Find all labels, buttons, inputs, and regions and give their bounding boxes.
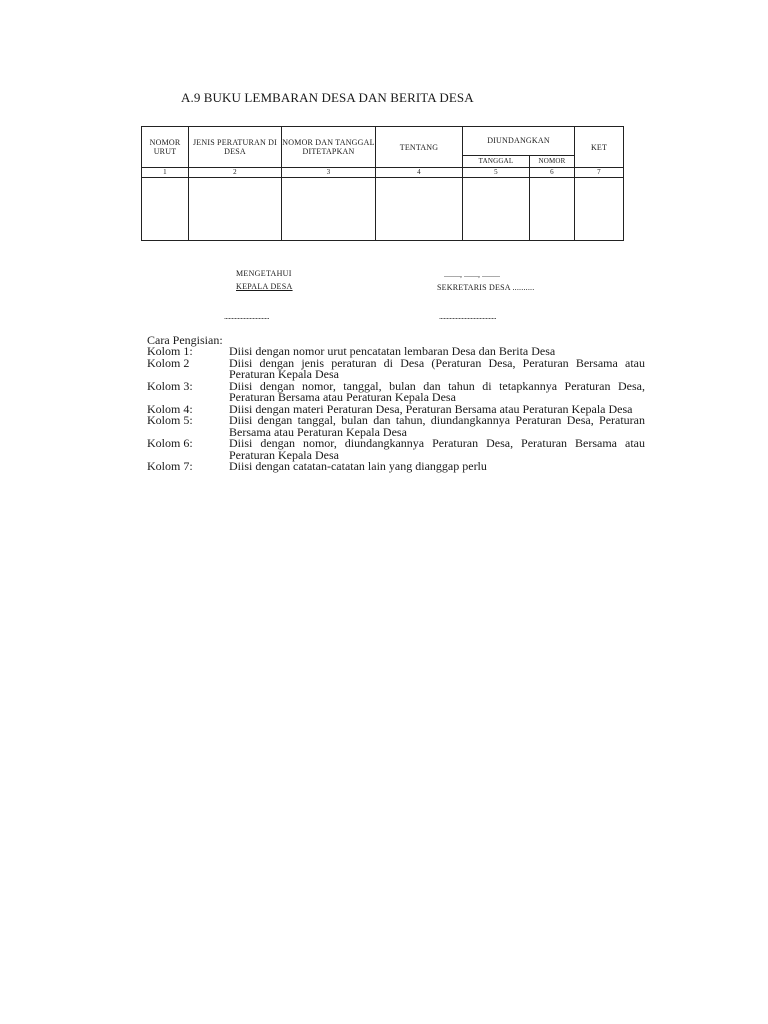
column-number: 5 [463,168,530,178]
instruction-text: Diisi dengan nomor, diundangkannya Peraturan Desa, Peraturan Bersama atau Peraturan Kepala Desa [229,436,645,462]
table-cell [142,178,189,241]
instruction-key: Kolom 2 [147,355,190,370]
instruction-text: Diisi dengan nomor, tanggal, bulan dan tahun di tetapkannya Peraturan Desa, Peraturan Bersama atau Peraturan Kepala Desa [229,378,645,404]
table-cell [282,178,376,241]
list-item [147,355,645,381]
table-cell [189,178,282,241]
signature-right-name-line: ...................................... [439,312,496,321]
table-cell [376,178,463,241]
instruction-key: Kolom 4: [147,401,193,416]
column-number: 3 [282,168,376,178]
document-title: A.9 BUKU LEMBARAN DESA DAN BERITA DESA [181,90,474,105]
signature-right-role: SEKRETARIS DESA .......... [437,283,535,292]
table-row [142,178,624,241]
instruction-key: Kolom 6: [147,436,193,450]
instruction-text: Diisi dengan nomor urut pencatatan lembaran Desa dan Berita Desa [229,344,556,358]
signature-left-label: MENGETAHUI [236,269,292,278]
table-cell [463,178,530,241]
list-item [147,438,645,461]
instruction-key: Kolom 1: [147,344,193,358]
column-number: 1 [142,168,189,178]
header-nomor: NOMOR [530,155,575,167]
instruction-key: Kolom 5: [147,413,193,427]
header-tentang: TENTANG [376,127,463,168]
instruction-text: Diisi dengan materi Peraturan Desa, Peraturan Bersama atau Peraturan Kepala Desa [229,401,633,416]
register-table [141,126,624,241]
instruction-text: Diisi dengan catatan-catatan lain yang dianggap perlu [229,459,487,473]
header-nomor-tanggal: NOMOR DAN TANGGAL DITETAPKAN [282,127,376,168]
instruction-key: Kolom 7: [147,459,193,473]
list-item [147,461,645,473]
header-nomor-urut: NOMOR URUT [142,127,189,168]
header-tanggal: TANGGAL [463,155,530,167]
signature-left-role: KEPALA DESA [236,282,293,291]
instruction-text: Diisi dengan tanggal, bulan dan tahun, diundangkannya Peraturan Desa, Peraturan Bersama atau Peraturan Kepala Desa [229,413,645,439]
instructions-list [147,346,645,473]
instruction-key: Kolom 3: [147,378,193,393]
instructions-heading: Cara Pengisian: [147,333,223,347]
column-number: 2 [189,168,282,178]
list-item [147,415,645,438]
table-cell [530,178,575,241]
column-number: 4 [376,168,463,178]
header-ket: KET [575,127,624,168]
signature-date-placeholder: ........, ......., ......... [444,270,500,279]
header-jenis-peraturan: JENIS PERATURAN DI DESA [189,127,282,168]
column-number: 7 [575,168,624,178]
column-number: 6 [530,168,575,178]
instruction-text: Diisi dengan jenis peraturan di Desa (Peraturan Desa, Peraturan Bersama atau Peraturan Kepala Desa [229,355,645,381]
list-item [147,378,645,404]
signature-left-name-line: .............................. [224,312,269,321]
table-cell [575,178,624,241]
header-diundangkan: DIUNDANGKAN [463,127,575,156]
